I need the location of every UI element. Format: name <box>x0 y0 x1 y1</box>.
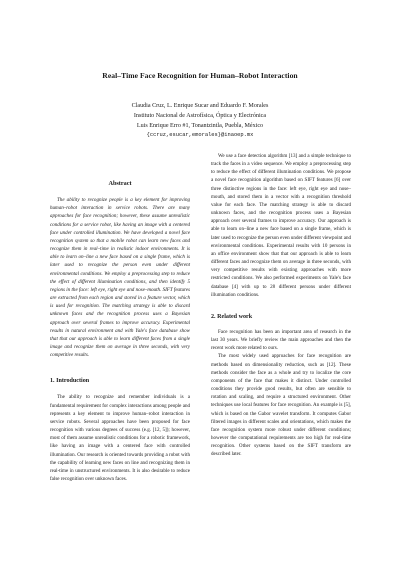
paper-title: Real–Time Face Recognition for Human–Robot Interaction <box>102 71 298 80</box>
right-column <box>211 152 351 458</box>
intro-paragraph-continued: We use a face detection algorithm [13] and a simple technique to track the faces in a video sequence. We employ a preprocessing step to reduce the effect of different illumination conditions. We propose a novel face recognition algorithm based on SIFT features [6] over three distinctive regions in the face: left eye, right eye and nose–mouth, and stored them in a vector with a recognition threshold value for each face. The matching strategy is able to discard unknown faces, and the recognition process uses a Bayesian approach over several frames to improve accuracy. Our approach is able to learn on–line a new face based on a single frame, which is later used to recognize the person even under different viewpoint and environmental conditions. Experimental results with 10 persons in an office environment show that that our approach is able to learn different faces and recognize them on average in three seconds, with very competitive results with existing approaches with more restricted conditions. We also performed experiments on Yale's face database [4] with up to 28 different persons under different illumination conditions. <box>211 153 351 298</box>
paper-affiliation: Instituto Nacional de Astrofísica, Óptica y Electrónica <box>133 113 267 119</box>
left-column <box>50 180 190 483</box>
related-work-heading: 2. Related work <box>211 313 253 320</box>
abstract-text: The ability to recognize people is a key element for improving human–robot interaction in service robots. There are many approaches for face recognition; however, these assume unrealistic conditions for a service robot, like having an image with a centered face under controlled illumination. We have developed a novel face recognition system so that a mobile robot can learn new faces and recognize them in real–time in realistic indoor environments. It is able to learn on–line a new face based on a single frame, which is later used to recognize the person even under different environmental conditions. We employ a preprocessing step to reduce the effect of different illumination conditions, and then identify 5 regions in the face: left eye, right eye and nose–mouth. SIFT features are extracted from each region and stored in a feature vector, which is used for recognition. The matching strategy is able to discard unknown faces and the recognition process uses a Bayesian approach over several frames to improve accuracy. Experimental results in natural environment and with Yale's face database show that that our approach is able to learn different faces from a single image and recognize them on average in three seconds, with very competitive results. <box>50 197 190 359</box>
intro-paragraph: The ability to recognize and remember individuals is a fundamental requirement for complex interactions among people and represents a key element to improve human–robot interaction in service robots. Several approaches have been proposed for face recognition with various degrees of success (e.g. [12, 5]); however, most of them assume unrealistic conditions for a robotic framework, like having an image with a centered face with controlled illumination. Our research is oriented towards providing a robot with the capability of learning new faces on line and recognizing them in real-time in unstructured environments. It is also desirable to reduce false recognition over unknown faces. <box>50 394 190 482</box>
paper-authors: Claudia Cruz, L. Enrique Sucar and Eduardo F. Morales <box>131 103 269 109</box>
paper-address: Luis Enrique Erro #1, Tonantzintla, Puebla, México <box>136 123 264 129</box>
paper-email: {ccruz,esucar,emorales}@inaoep.mx <box>146 132 254 138</box>
related-work-paragraph-1: Face recognition has been an important area of research in the last 30 years. We briefly review the main approaches and then the recent work more related to ours. <box>211 328 351 352</box>
intro-heading: 1. Introduction <box>50 378 90 385</box>
abstract-heading: Abstract <box>108 180 132 187</box>
related-work-paragraph-2: The most widely used approaches for face recognition are methods based on dimensionality reduction, such as [12]. These methods consider the face as a whole and try to localize the core components of the face that makes it distinct. Under controlled conditions they provide good results, but often are sensible to rotation and scaling, and require a structured environment. Other techniques use local features for face recognition. An example is [5], which is based on the Gabor wavelet transform. It computes Gabor filtered images in different scales and orientations, which makes the face recognition system more robust under different conditions; however the computational requirements are too high for real-time recognition. Other systems based on the SIFT transform are described later. <box>211 353 351 458</box>
